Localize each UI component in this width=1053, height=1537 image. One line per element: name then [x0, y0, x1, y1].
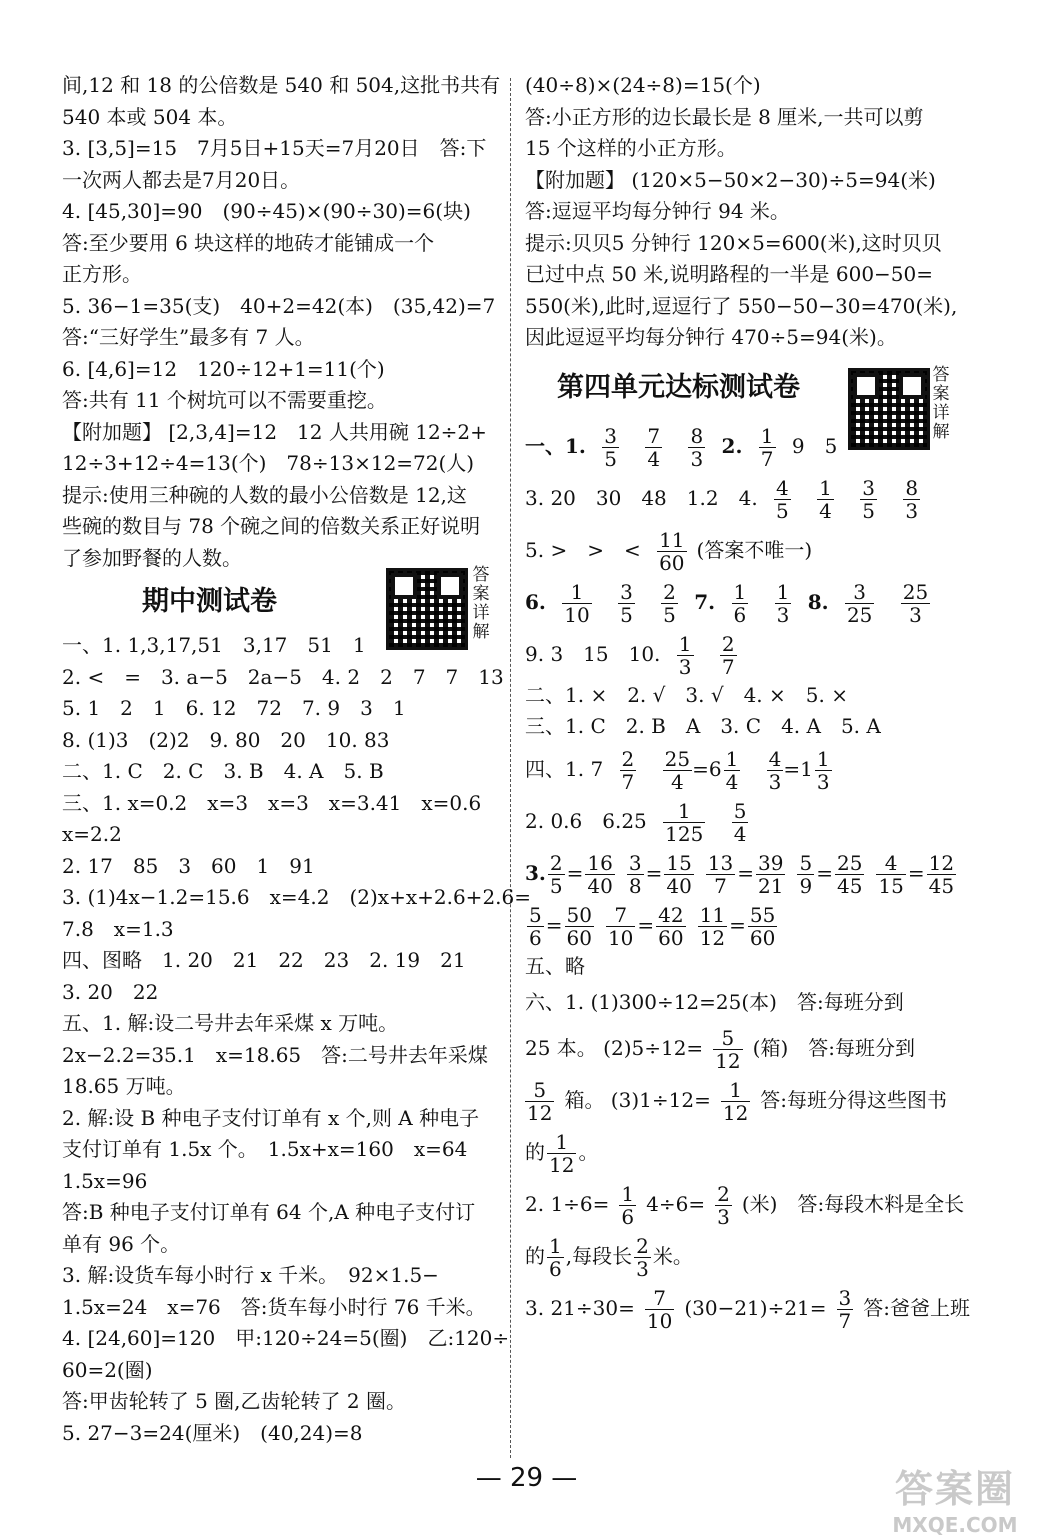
fraction: $\frac{5}{12}$ — [527, 1078, 553, 1125]
answer-line: 已过中点 50 米,说明路程的一半是 600−50= — [525, 262, 934, 286]
answer-line: 间,12 和 18 的公倍数是 540 和 504,这批书共有 — [62, 73, 501, 97]
fraction: $\frac{1}{6}$ — [549, 1234, 562, 1281]
answer-line: 2. < = 3. a−5 2a−5 4. 2 2 7 7 13 — [62, 664, 504, 689]
fraction: $\frac{1}{10}$ — [564, 579, 590, 627]
answer-line: (40÷8)×(24÷8)=15(个) — [525, 73, 761, 97]
qr-code-unit4[interactable] — [848, 368, 930, 450]
answer-line: 提示:使用三种碗的人数的最小公倍数是 12,这 — [62, 482, 467, 507]
fraction: $\frac{1}{12}$ — [722, 1078, 749, 1125]
fraction: $\frac{1}{3}$ — [776, 579, 790, 627]
fraction: $\frac{13}{7}$ — [707, 850, 734, 898]
answer-line: 60=2(圈) — [62, 1357, 153, 1382]
fraction: $\frac{50}{60}$ — [566, 902, 592, 950]
fraction: $\frac{3}{5}$ — [862, 475, 875, 523]
answer-line: 3. 20 22 — [62, 979, 159, 1004]
answer-line: x=2.2 — [62, 822, 122, 846]
fraction: $\frac{1}{6}$ — [733, 579, 747, 627]
fraction: $\frac{2}{7}$ — [621, 746, 635, 794]
answer-line: 5. 1 2 1 6. 12 72 7. 9 3 1 — [62, 696, 406, 720]
fraction: $\frac{8}{3}$ — [905, 475, 919, 523]
fraction: $\frac{1}{3}$ — [678, 631, 692, 679]
answer-line: 五、1. 解:设二号井去年采煤 x 万吨。 — [62, 1011, 399, 1035]
equivalent-fraction-pair: $\frac{3}{8}$ = $\frac{15}{40}$ — [628, 850, 692, 898]
row-11 — [525, 899, 965, 951]
row-5: 9. 3 15 10. $\frac{1}{3}$ $\frac{2}{7}$ — [525, 631, 735, 679]
fraction: $\frac{5}{4}$ — [733, 798, 747, 846]
watermark-logo — [875, 1458, 1035, 1537]
answer-line: 3. (1)4x−1.2=15.6 x=4.2 (2)x+x+2.6+2.6= — [62, 885, 532, 909]
fraction: $\frac{4}{3}$ — [768, 746, 782, 794]
fraction: $\frac{2}{5}$ — [663, 579, 676, 627]
equivalent-fraction-pair: $\frac{13}{7}$ = $\frac{39}{21}$ — [707, 850, 784, 898]
fraction: $\frac{2}{7}$ — [721, 631, 735, 679]
answer-line: 5. 36−1=35(支) 40+2=42(本) (35,42)=7 — [62, 293, 496, 318]
answer-line: 一、1. 1,3,17,51 3,17 51 1 — [62, 633, 366, 657]
answer-line: 1.5x=96 — [62, 1168, 148, 1193]
row-13: 六、1. (1)300÷12=25(本) 答:每班分到 — [525, 990, 904, 1014]
answer-line: 2x−2.2=35.1 x=18.65 答:二号井去年采煤 — [62, 1042, 488, 1067]
row-14: 25 本。 (2)5÷12= $\frac{5}{12}$ (箱) 答:每班分到 — [525, 1026, 915, 1073]
fraction: $\frac{1}{125}$ — [665, 798, 704, 846]
fraction: $\frac{1}{3}$ — [816, 746, 830, 794]
answer-line: 【附加题】 [2,3,4]=12 12 人共用碗 12÷2+ — [62, 419, 487, 444]
answer-line: 2. 17 85 3 60 1 91 — [62, 853, 315, 878]
row-8: 四、1. 7 $\frac{2}{7}$ $\frac{25}{4}$ =6 $\frac{1}{4}$ $\frac{4}{3}$ =1 $\frac{1}{3}$ — [525, 746, 830, 794]
fraction: $\frac{5}{9}$ — [799, 850, 813, 898]
answer-line: 单有 96 个。 — [62, 1231, 181, 1256]
fraction: $\frac{15}{40}$ — [666, 850, 692, 898]
fraction: $\frac{4}{5}$ — [776, 475, 789, 523]
fraction: $\frac{8}{3}$ — [690, 423, 704, 471]
qr-label-midterm: 答案详解 — [472, 565, 490, 642]
fraction: $\frac{7}{10}$ — [607, 902, 634, 950]
answer-line: 答:甲齿轮转了 5 圈,乙齿轮转了 2 圈。 — [62, 1389, 406, 1413]
answer-line: 4. [45,30]=90 (90÷45)×(90÷30)=6(块) — [62, 199, 471, 223]
row-19: 3. 21÷30= $\frac{7}{10}$ (30−21)÷21= $\frac{3}{7}$ 答:爸爸上班 — [525, 1286, 971, 1333]
qr-code-midterm[interactable] — [386, 568, 468, 650]
fraction: $\frac{3}{5}$ — [604, 423, 617, 471]
answer-line: 15 个这样的小正方形。 — [525, 136, 737, 160]
fraction: $\frac{1}{12}$ — [549, 1130, 575, 1177]
answer-line: 提示:贝贝5 分钟行 120×5=600(米),这时贝贝 — [525, 230, 942, 255]
equivalent-fraction-pair: $\frac{5}{9}$ = $\frac{25}{45}$ — [799, 850, 863, 898]
answer-line: 8. (1)3 (2)2 9. 80 20 10. 83 — [62, 727, 390, 752]
answer-line: 答:逗逗平均每分钟行 94 米。 — [525, 199, 790, 223]
fraction: $\frac{2}{5}$ — [549, 850, 563, 898]
answer-line: 3. [3,5]=15 7月5日+15天=7月20日 答:下 — [62, 136, 487, 160]
fraction: $\frac{1}{7}$ — [760, 423, 774, 471]
column-divider — [510, 78, 511, 1458]
fraction: $\frac{7}{10}$ — [646, 1286, 673, 1333]
fraction: $\frac{11}{60}$ — [659, 527, 685, 575]
answer-line: 4. [24,60]=120 甲:120÷24=5(圈) 乙:120÷ — [62, 1326, 510, 1350]
right-column — [525, 70, 971, 1334]
fraction: $\frac{3}{8}$ — [628, 850, 642, 898]
fraction: $\frac{2}{3}$ — [717, 1182, 730, 1229]
watermark-url: MXQE.COM — [892, 1513, 1018, 1537]
answer-line: 答:小正方形的边长最长是 8 厘米,一共可以剪 — [525, 104, 924, 129]
row-2: 3. 20 30 48 1.2 4. $\frac{4}{5}$ $\frac{1}{4}$ $\frac{3}{5}$ $\frac{8}{3}$ — [525, 475, 919, 523]
fraction: $\frac{1}{4}$ — [819, 475, 832, 523]
fraction: $\frac{42}{60}$ — [658, 902, 684, 950]
row-12: 五、略 — [525, 953, 585, 978]
watermark-text: 答案圈 — [894, 1467, 1015, 1511]
row-17: 2. 1÷6= $\frac{1}{6}$ 4÷6= $\frac{2}{3}$ (米) 答:每段木料是全长 — [525, 1182, 965, 1229]
fraction: $\frac{1}{6}$ — [621, 1182, 635, 1229]
fraction: $\frac{3}{7}$ — [838, 1286, 852, 1333]
equivalent-fraction-pair: $\frac{4}{15}$ = $\frac{12}{45}$ — [878, 850, 955, 898]
fraction: $\frac{5}{12}$ — [715, 1026, 741, 1073]
fraction: $\frac{16}{40}$ — [587, 850, 613, 898]
answer-line: 因此逗逗平均每分钟行 470÷5=94(米)。 — [525, 325, 897, 349]
answer-line: 支付订单有 1.5x 个。 1.5x+x=160 x=64 — [62, 1137, 468, 1161]
answer-line: 正方形。 — [62, 262, 142, 286]
row-3: 5. > > < $\frac{11}{60}$ (答案不唯一) — [525, 527, 813, 575]
answer-line: 【附加题】 (120×5−50×2−30)÷5=94(米) — [525, 167, 936, 192]
answer-line: 2. 解:设 B 种电子支付订单有 x 个,则 A 种电子 — [62, 1105, 480, 1130]
answer-line: 7.8 x=1.3 — [62, 916, 174, 941]
fraction: $\frac{2}{3}$ — [636, 1234, 649, 1281]
answer-line: 一次两人都去是7月20日。 — [62, 167, 301, 192]
answer-line: 三、1. x=0.2 x=3 x=3 x=3.41 x=0.6 — [62, 790, 482, 815]
answer-line: 540 本或 504 本。 — [62, 104, 238, 129]
qr-label-unit4: 答案详解 — [932, 365, 950, 442]
fraction: $\frac{55}{60}$ — [749, 902, 776, 950]
left-column — [62, 70, 532, 1449]
equivalent-fraction-pair: $\frac{5}{6}$ = $\frac{50}{60}$ — [529, 902, 592, 950]
answer-line: 1.5x=24 x=76 答:货车每小时行 76 千米。 — [62, 1294, 486, 1319]
fraction: $\frac{1}{4}$ — [725, 746, 739, 794]
answer-line: 答:B 种电子支付订单有 64 个,A 种电子支付订 — [62, 1200, 476, 1224]
answer-line: 550(米),此时,逗逗行了 550−50−30=470(米), — [525, 293, 958, 318]
fraction: $\frac{5}{6}$ — [529, 902, 542, 950]
answer-line: 答:至少要用 6 块这样的地砖才能铺成一个 — [62, 230, 435, 255]
fraction: $\frac{25}{4}$ — [664, 746, 691, 794]
equivalent-fraction-pair: $\frac{2}{5}$ = $\frac{16}{40}$ — [549, 850, 613, 898]
row-15: $\frac{5}{12}$ 箱。 (3)1÷12= $\frac{1}{12}$ 答:每班分得这些图书 — [527, 1078, 948, 1125]
row-7: 三、1. C 2. B A 3. C 4. A 5. A — [525, 714, 881, 738]
row-18: 的 $\frac{1}{6}$ ,每段长 $\frac{2}{3}$ 米。 — [525, 1234, 693, 1281]
row-10: 3. $\frac{2}{5}$ = $\frac{16}{40}$ $\frac{3}{8}$ = $\frac{15}{40}$ $\frac{13}{7}$ = $\frac{39}{21}$ $\frac{5}{9}$ = $\frac{25}{45}$ $\frac{4}{15}$ = $\frac{12}{45}$ — [525, 847, 965, 899]
row-16: 的 $\frac{1}{12}$ 。 — [525, 1130, 599, 1177]
answer-line: 二、1. C 2. C 3. B 4. A 5. B — [62, 759, 384, 783]
row-1: 一、1. $\frac{3}{5}$ $\frac{7}{4}$ $\frac{8}{3}$ 2. $\frac{1}{7}$ 9 5 — [525, 423, 838, 471]
answer-line: 6. [4,6]=12 120÷12+1=11(个) — [62, 356, 385, 381]
fraction: $\frac{3}{5}$ — [620, 579, 633, 627]
fraction: $\frac{25}{3}$ — [902, 579, 929, 627]
fraction: $\frac{39}{21}$ — [758, 850, 784, 898]
fraction: $\frac{11}{12}$ — [699, 902, 726, 950]
right-answers-top — [525, 70, 965, 354]
fraction: $\frac{12}{45}$ — [928, 850, 955, 898]
answer-line: 四、图略 1. 20 21 22 23 2. 19 21 — [62, 948, 466, 972]
answer-line: 5. 27−3=24(厘米) (40,24)=8 — [62, 1420, 363, 1445]
midterm-heading: 期中测试卷 — [142, 586, 277, 617]
answer-line: 18.65 万吨。 — [62, 1074, 186, 1098]
page-number: — 29 — — [475, 1463, 578, 1493]
left-answers-top — [62, 70, 501, 574]
fraction: $\frac{4}{15}$ — [878, 850, 904, 898]
unit4-heading: 第四单元达标测试卷 — [557, 371, 800, 403]
fraction: $\frac{3}{25}$ — [846, 579, 873, 627]
answer-line: 答:共有 11 个树坑可以不需要重挖。 — [62, 388, 387, 412]
equivalent-fraction-pair: $\frac{11}{12}$ = $\frac{55}{60}$ — [699, 902, 776, 950]
answer-line: 12÷3+12÷4=13(个) 78÷13×12=72(人) — [62, 451, 475, 475]
row-6: 二、1. × 2. √ 3. √ 4. × 5. × — [525, 682, 848, 707]
answer-line: 3. 解:设货车每小时行 x 千米。 92×1.5− — [62, 1263, 439, 1287]
midterm-answers — [62, 630, 532, 1449]
answer-line: 答:“三好学生”最多有 7 人。 — [62, 325, 315, 349]
fraction: $\frac{7}{4}$ — [647, 423, 661, 471]
answer-line: 了参加野餐的人数。 — [62, 545, 242, 570]
answer-line: 些碗的数目与 78 个碗之间的倍数关系正好说明 — [62, 514, 481, 538]
fraction: $\frac{25}{45}$ — [836, 850, 863, 898]
row-9: 2. 0.6 6.25 $\frac{1}{125}$ $\frac{5}{4}$ — [525, 798, 747, 846]
equivalent-fraction-pair: $\frac{7}{10}$ = $\frac{42}{60}$ — [607, 902, 684, 950]
row-4: 6. $\frac{1}{10}$ $\frac{3}{5}$ $\frac{2}{5}$ 7. $\frac{1}{6}$ $\frac{1}{3}$ 8. $\frac{3}{25}$ $\frac{25}{3}$ — [525, 579, 929, 627]
